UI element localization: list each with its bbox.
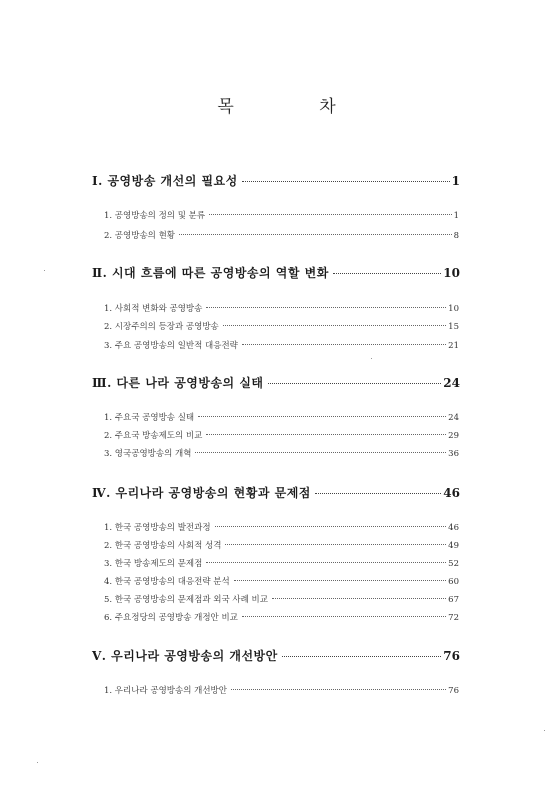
page-title: 목 차 [217, 97, 376, 117]
dot-leader [206, 562, 446, 563]
section-title: 1. 사회적 변화와 공영방송 [104, 304, 203, 314]
page-number: 29 [448, 431, 459, 441]
page-number: 10 [448, 304, 459, 314]
page-number: 8 [453, 231, 459, 241]
dot-leader [272, 598, 446, 599]
section-4-2 [104, 539, 459, 551]
page-number: 67 [448, 595, 459, 605]
chapter-title: Ⅰ. 공영방송 개선의 필요성 [92, 174, 238, 188]
chapter-2 [92, 264, 460, 281]
dot-leader [242, 616, 446, 617]
section-title: 2. 한국 공영방송의 사회적 성격 [104, 541, 222, 551]
chapter-title: Ⅳ. 우리나라 공영방송의 현황과 문제점 [92, 486, 311, 500]
section-1-2 [104, 229, 459, 241]
section-2-3 [104, 339, 459, 351]
section-2-2 [104, 320, 459, 332]
section-4-5 [104, 593, 459, 605]
scan-speck [371, 358, 372, 359]
dot-leader [209, 214, 452, 215]
page-number: 21 [448, 341, 459, 351]
dot-leader [198, 416, 446, 417]
dot-leader [195, 452, 446, 453]
dot-leader [223, 325, 446, 326]
section-title: 3. 영국공영방송의 개혁 [104, 449, 192, 459]
page-number: 24 [448, 413, 459, 423]
chapter-title: Ⅲ. 다른 나라 공영방송의 실태 [92, 376, 264, 390]
section-4-6 [104, 611, 459, 623]
section-title: 2. 시장주의의 등장과 공영방송 [104, 322, 219, 332]
section-title: 1. 우리나라 공영방송의 개선방안 [104, 686, 227, 696]
dot-leader [231, 689, 446, 690]
dot-leader [333, 273, 441, 274]
section-title: 1. 공영방송의 정의 및 분류 [104, 211, 206, 221]
section-4-1 [104, 521, 459, 533]
section-title: 3. 주요 공영방송의 일반적 대응전략 [104, 341, 238, 351]
chapter-5 [92, 647, 460, 664]
page-number: 1 [453, 211, 459, 221]
dot-leader [225, 544, 446, 545]
dot-leader [206, 434, 446, 435]
chapter-3 [92, 374, 460, 391]
section-3-1 [104, 411, 459, 423]
dot-leader [234, 580, 447, 581]
page-number: 24 [443, 376, 460, 390]
page-number: 49 [448, 541, 459, 551]
section-title: 1. 한국 공영방송의 발전과정 [104, 523, 211, 533]
page-number: 46 [443, 486, 460, 500]
page-number: 72 [448, 613, 459, 623]
section-title: 6. 주요정당의 공영방송 개정안 비교 [104, 613, 238, 623]
dot-leader [242, 181, 450, 182]
dot-leader [315, 493, 441, 494]
section-5-1 [104, 684, 459, 696]
section-4-4 [104, 575, 459, 587]
dot-leader [242, 344, 446, 345]
dot-leader [206, 307, 446, 308]
page-number: 36 [448, 449, 459, 459]
section-3-2 [104, 429, 459, 441]
section-title: 4. 한국 공영방송의 대응전략 분석 [104, 577, 230, 587]
section-title: 1. 주요국 공영방송 실태 [104, 413, 195, 423]
section-title: 2. 공영방송의 현황 [104, 231, 175, 241]
page-number: 15 [448, 322, 459, 332]
page-number: 60 [448, 577, 459, 587]
dot-leader [215, 526, 447, 527]
dot-leader [268, 383, 442, 384]
page-number: 52 [448, 559, 459, 569]
page-number: 76 [448, 686, 459, 696]
page-number: 76 [443, 649, 460, 663]
page-number: 10 [443, 266, 460, 280]
dot-leader [282, 656, 442, 657]
scan-speck [44, 270, 45, 271]
page-number: 46 [448, 523, 459, 533]
section-4-3 [104, 557, 459, 569]
chapter-title: Ⅴ. 우리나라 공영방송의 개선방안 [92, 649, 278, 663]
chapter-title: Ⅱ. 시대 흐름에 따른 공영방송의 역할 변화 [92, 266, 329, 280]
chapter-4 [92, 484, 460, 501]
section-title: 3. 한국 방송제도의 문제점 [104, 559, 203, 569]
section-title: 2. 주요국 방송제도의 비교 [104, 431, 203, 441]
page-number: 1 [451, 174, 460, 188]
scan-speck [544, 730, 545, 731]
chapter-1 [92, 172, 460, 189]
section-3-3 [104, 447, 459, 459]
section-title: 5. 한국 공영방송의 문제점과 외국 사례 비교 [104, 595, 268, 605]
section-1-1 [104, 209, 459, 221]
dot-leader [179, 234, 452, 235]
section-2-1 [104, 302, 459, 314]
scan-speck [37, 762, 38, 763]
